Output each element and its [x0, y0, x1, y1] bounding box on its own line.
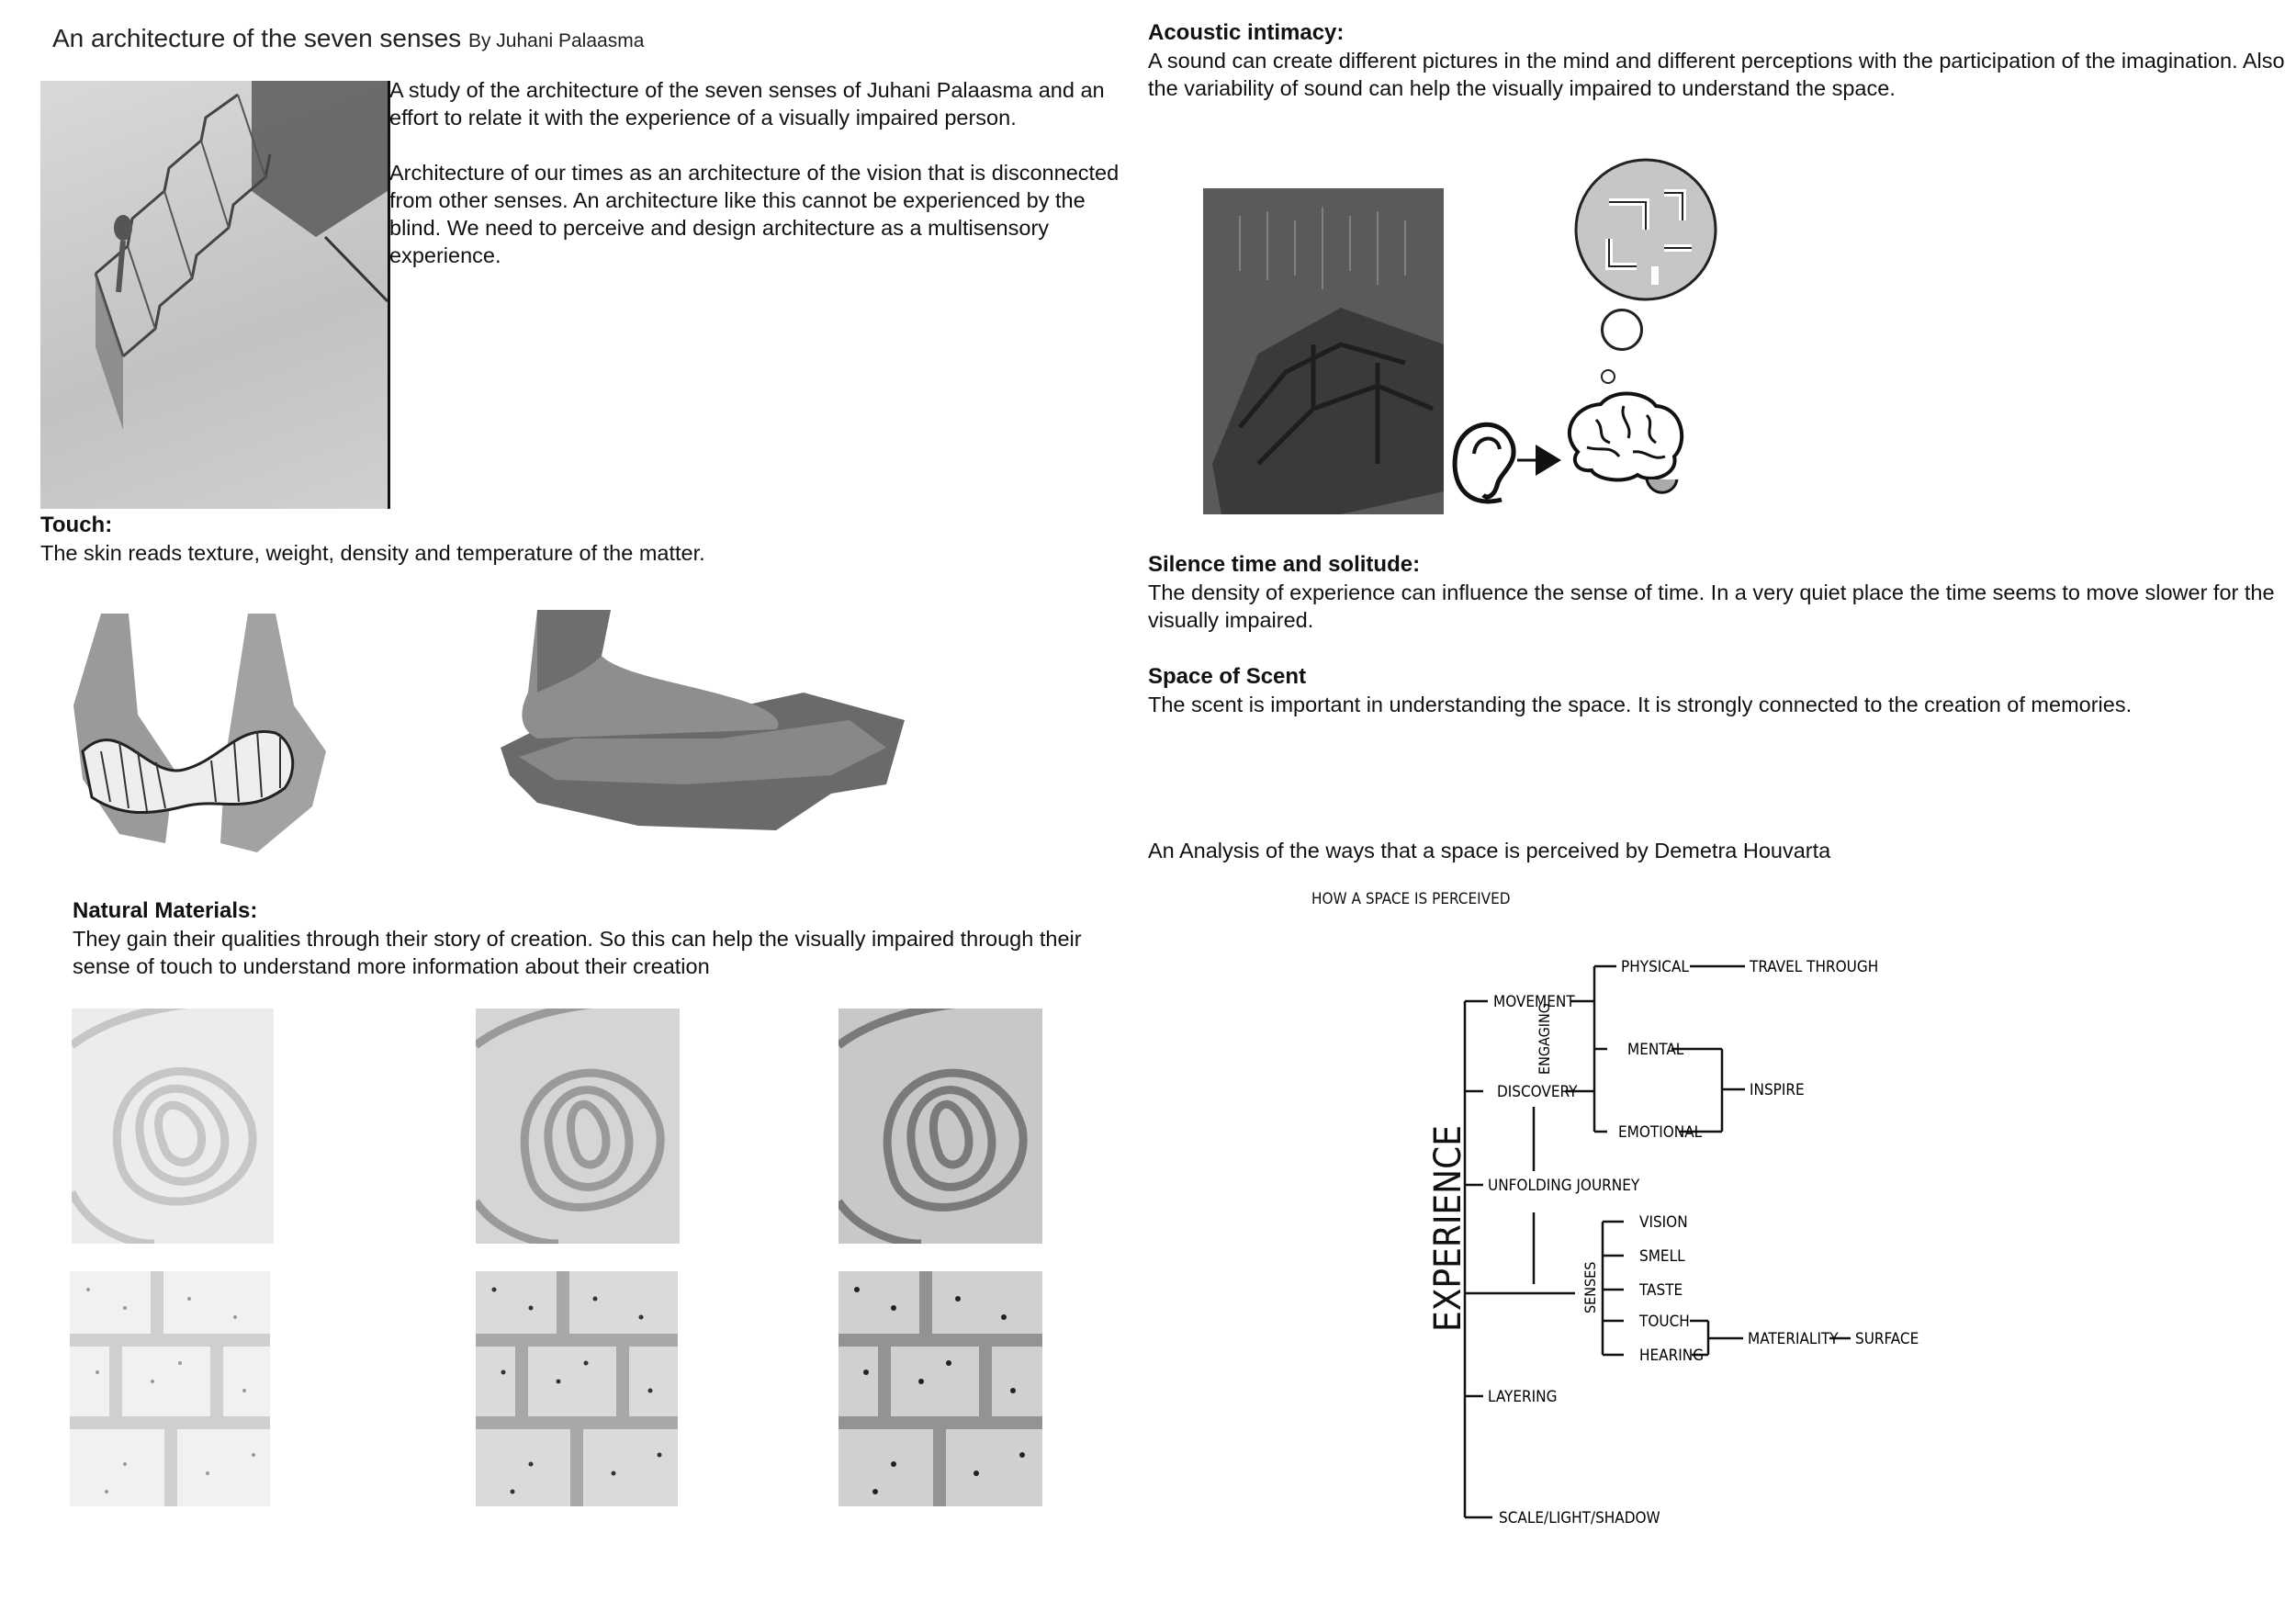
stone-texture-light — [70, 1271, 270, 1506]
intro-text — [389, 76, 1124, 297]
silence-heading: Silence time and solitude: — [1148, 552, 1421, 577]
node-movement: MOVEMENT — [1493, 993, 1575, 1011]
thought-bubble-tiny — [1601, 369, 1615, 384]
ear-icon — [1446, 408, 1520, 513]
node-layering: LAYERING — [1488, 1388, 1558, 1406]
wood-texture-light — [72, 1009, 274, 1244]
analysis-caption: An Analysis of the ways that a space is perceived by Demetra Houvarta — [1148, 839, 1831, 862]
node-engaging: ENGAGING — [1536, 1003, 1553, 1075]
node-inspire: INSPIRE — [1750, 1081, 1805, 1099]
natural-materials-heading: Natural Materials: — [73, 898, 258, 923]
acoustic-section — [1148, 19, 2287, 102]
stone-texture-dark — [838, 1271, 1042, 1506]
arrow-icon — [1517, 445, 1561, 476]
intro-paragraph-1: A study of the architecture of the seven senses of Juhani Palaasma and an effort to relate it with the experience of a visually impaired person. — [389, 78, 1105, 130]
node-touch: TOUCH — [1639, 1313, 1690, 1331]
node-senses: SENSES — [1581, 1261, 1599, 1313]
acoustic-heading: Acoustic intimacy: — [1148, 20, 1345, 45]
stone-texture-medium — [476, 1271, 678, 1506]
diagram-root: EXPERIENCE — [1427, 1125, 1469, 1332]
natural-materials-text: They gain their qualities through their story of creation. So this can help the visually impaired through their sense of touch to understand more information about their creation — [73, 927, 1082, 978]
touch-section — [40, 512, 1097, 567]
node-materiality: MATERIALITY — [1748, 1330, 1839, 1348]
wood-texture-medium — [476, 1009, 680, 1244]
node-smell: SMELL — [1639, 1247, 1685, 1266]
silence-text: The density of experience can influence the sense of time. In a very quiet place the time seems to move slower for the visually impaired. — [1148, 580, 2275, 632]
intro-paragraph-2: Architecture of our times as an architecture of the vision that is disconnected from other senses. An architecture like this cannot be experienced by the blind. We need to perceive and design architecture as a multisensory experience. — [389, 161, 1120, 267]
diagram-title: HOW A SPACE IS PERCEIVED — [1311, 890, 1511, 908]
thought-bubble-maze — [1572, 156, 1719, 303]
title-main: An architecture of the seven senses — [52, 24, 462, 52]
rain-maze-sketch — [1203, 188, 1444, 514]
staircase-sketch — [40, 81, 388, 509]
scent-heading: Space of Scent — [1148, 664, 1307, 689]
node-physical: PHYSICAL — [1621, 958, 1689, 976]
scent-section — [1148, 663, 2278, 718]
page-title — [52, 24, 644, 53]
title-author: By Juhani Palaasma — [467, 30, 645, 51]
node-scale: SCALE/LIGHT/SHADOW — [1499, 1509, 1660, 1527]
node-unfolding: UNFOLDING JOURNEY — [1488, 1177, 1640, 1195]
node-hearing: HEARING — [1639, 1347, 1705, 1365]
node-surface: SURFACE — [1855, 1330, 1919, 1348]
node-mental: MENTAL — [1627, 1041, 1684, 1059]
touch-heading: Touch: — [40, 513, 113, 537]
node-discovery: DISCOVERY — [1497, 1083, 1578, 1101]
thought-bubble-small — [1601, 309, 1643, 351]
silence-section — [1148, 551, 2278, 634]
foot-on-stone-image — [501, 610, 905, 830]
node-vision: VISION — [1639, 1213, 1688, 1232]
perception-diagram — [1286, 882, 1984, 1543]
wood-texture-dark — [838, 1009, 1042, 1244]
brain-icon — [1559, 388, 1688, 502]
touch-text: The skin reads texture, weight, density and temperature of the matter. — [40, 541, 705, 565]
hands-image — [64, 614, 340, 862]
acoustic-text: A sound can create different pictures in the mind and different perceptions with the participation of the imagination. Also the variability of sound can help the visually impaired to understand the space. — [1148, 49, 2285, 100]
node-taste: TASTE — [1639, 1281, 1683, 1300]
scent-text: The scent is important in understanding the space. It is strongly connected to the creation of memories. — [1148, 693, 2133, 716]
node-emotional: EMOTIONAL — [1618, 1123, 1703, 1142]
node-travel: TRAVEL THROUGH — [1750, 958, 1879, 976]
natural-materials-section — [73, 897, 1120, 980]
